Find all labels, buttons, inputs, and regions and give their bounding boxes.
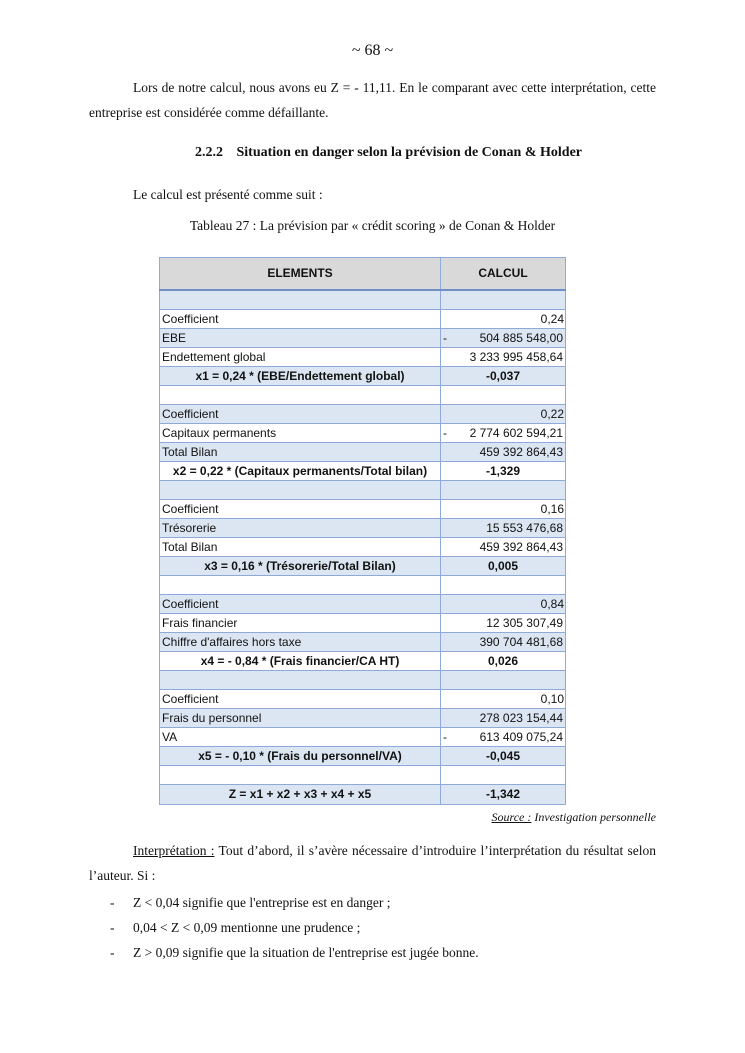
coef-value: 0,16 [441,500,566,519]
conditions-list [110,890,479,965]
calc-intro: Le calcul est présenté comme suit : [133,187,323,202]
table-row [160,443,566,462]
total-label: Z = x1 + x2 + x3 + x4 + x5 [160,785,441,805]
formula-result: 0,026 [441,652,566,671]
table-caption: Tableau 27 : La prévision par « crédit scoring » de Conan & Holder [189,218,556,233]
section-title: Situation en danger selon la prévision de Conan & Holder [236,145,583,160]
coef-value: 0,10 [441,690,566,709]
coef-label: Coefficient [160,690,441,709]
dash: - [110,945,115,960]
coef-value: 0,24 [441,310,566,329]
coef-value: 0,84 [441,595,566,614]
row-label: Total Bilan [160,443,441,462]
row-value: - 2 774 602 594,21 [441,424,566,443]
source-note [491,810,656,825]
section-number: 2.2.2 [195,145,223,160]
table-row [160,500,566,519]
table-row [160,614,566,633]
table-row [160,538,566,557]
row-label: Capitaux permanents [160,424,441,443]
table-row [160,595,566,614]
row-value: 12 305 307,49 [441,614,566,633]
formula-label: x4 = - 0,84 * (Frais financier/CA HT) [160,652,441,671]
table-row [160,424,566,443]
table-row [160,405,566,424]
table-row [160,348,566,367]
coef-label: Coefficient [160,595,441,614]
spacer-row [160,386,566,405]
formula-row [160,652,566,671]
row-label: Frais du personnel [160,709,441,728]
scoring-table [159,257,566,805]
row-label: VA [160,728,441,747]
formula-row [160,747,566,766]
spacer-row [160,671,566,690]
interpretation-text: Tout d’abord, il s’avère nécessaire d’introduire l’interprétation du résultat selon l’auteur. Si : [89,843,657,883]
header-calcul: CALCUL [441,258,566,291]
formula-label: x2 = 0,22 * (Capitaux permanents/Total bilan) [160,462,441,481]
row-value: - 504 885 548,00 [441,329,566,348]
total-row [160,785,566,805]
row-value: 390 704 481,68 [441,633,566,652]
formula-result: -0,037 [441,367,566,386]
formula-result: -0,045 [441,747,566,766]
table-row [160,728,566,747]
row-value: - 613 409 075,24 [441,728,566,747]
coef-label: Coefficient [160,310,441,329]
list-item: - Z < 0,04 signifie que l'entreprise est en danger ; [110,890,479,915]
minus-sign: - [443,330,447,345]
dash: - [110,920,115,935]
spacer-row [160,481,566,500]
interpretation-paragraph [89,838,656,888]
formula-result: -1,329 [441,462,566,481]
dash: - [110,895,115,910]
table-row [160,310,566,329]
coef-label: Coefficient [160,405,441,424]
row-value: 3 233 995 458,64 [441,348,566,367]
table-header-row [160,258,566,291]
table-row [160,633,566,652]
table-row [160,519,566,538]
minus-sign: - [443,425,447,440]
formula-label: x1 = 0,24 * (EBE/Endettement global) [160,367,441,386]
source-label: Source : [491,810,532,824]
minus-sign: - [443,729,447,744]
formula-result: 0,005 [441,557,566,576]
spacer-row [160,576,566,595]
header-elements: ELEMENTS [160,258,441,291]
row-label: Trésorerie [160,519,441,538]
formula-label: x3 = 0,16 * (Trésorerie/Total Bilan) [160,557,441,576]
formula-row [160,367,566,386]
page-number: ~ 68 ~ [351,42,394,59]
total-value: -1,342 [441,785,566,805]
table-row [160,690,566,709]
intro-paragraph: Lors de notre calcul, nous avons eu Z = - 11,11. En le comparant avec cette interprétation, cette entreprise est considérée comme défaillante. [89,80,656,120]
interpretation-label: Interprétation : [133,843,215,858]
spacer-row [160,766,566,785]
list-item: - Z > 0,09 signifie que la situation de l'entreprise est jugée bonne. [110,940,479,965]
source-text: Investigation personnelle [534,810,656,824]
row-label: Total Bilan [160,538,441,557]
coef-label: Coefficient [160,500,441,519]
row-label: Chiffre d'affaires hors taxe [160,633,441,652]
list-item: - 0,04 < Z < 0,09 mentionne une prudence ; [110,915,479,940]
formula-row [160,557,566,576]
row-value: 278 023 154,44 [441,709,566,728]
formula-row [160,462,566,481]
table-row [160,329,566,348]
row-value: 15 553 476,68 [441,519,566,538]
formula-label: x5 = - 0,10 * (Frais du personnel/VA) [160,747,441,766]
table-row [160,709,566,728]
row-value: 459 392 864,43 [441,443,566,462]
row-label: EBE [160,329,441,348]
row-label: Frais financier [160,614,441,633]
coef-value: 0,22 [441,405,566,424]
row-value: 459 392 864,43 [441,538,566,557]
row-label: Endettement global [160,348,441,367]
spacer-row [160,290,566,310]
section-heading [195,145,582,161]
